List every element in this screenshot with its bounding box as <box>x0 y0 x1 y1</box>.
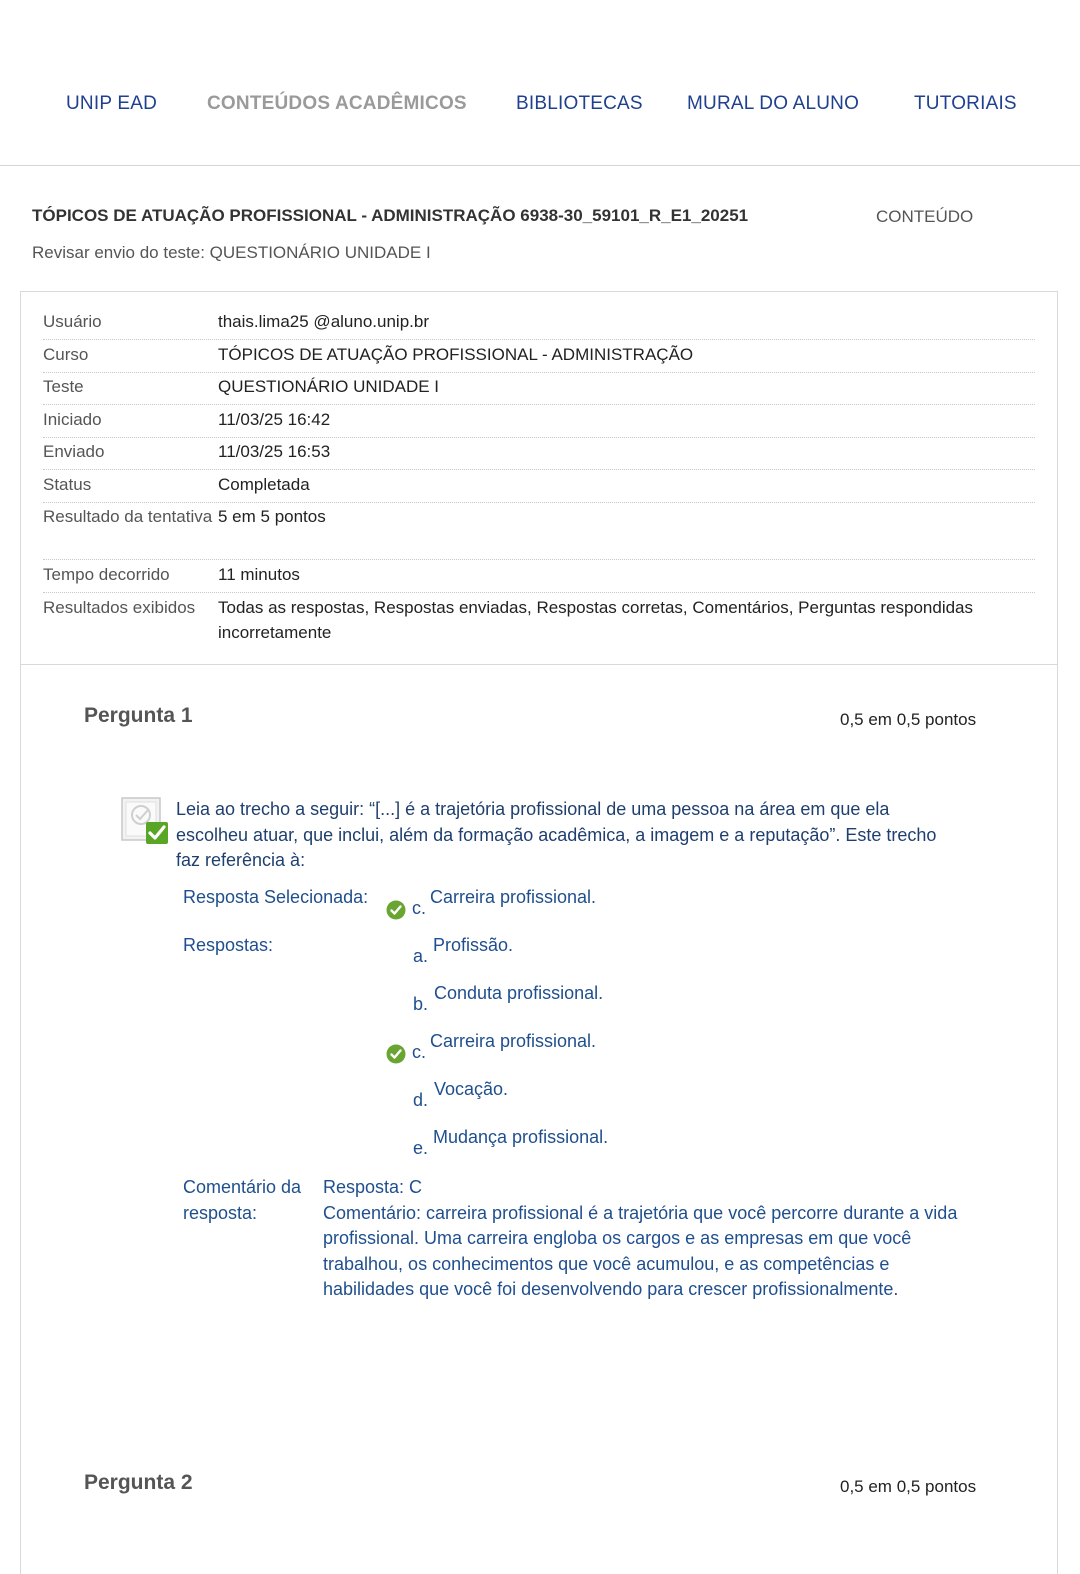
nav-conteudos-academicos[interactable]: CONTEÚDOS ACADÊMICOS <box>207 93 467 114</box>
option-c-letter: c. <box>412 1042 427 1062</box>
info-row-resultados-exibidos <box>43 595 1035 650</box>
comment-explanation: Comentário: carreira profissional é a trajetória que você percorre durante a vida profissional. Uma carreira engloba os cargos e as empresas em que você trabalhou, os conhecimentos que você acumulou, e as competências e habilidades que você foi desenvolvendo para crescer profissionalmente. <box>323 1202 958 1299</box>
info-value: 11/03/25 16:42 <box>218 410 331 429</box>
option-d-text: Vocação. <box>434 1079 509 1099</box>
question-2-points: 0,5 em 0,5 pontos <box>840 1477 977 1496</box>
question-2-title: Pergunta 2 <box>84 1471 193 1494</box>
answers-label: Respostas: <box>183 935 274 955</box>
page-subtitle: Revisar envio do teste: QUESTIONÁRIO UNIDADE I <box>32 243 431 262</box>
info-row-teste <box>43 374 1035 405</box>
selected-answer-letter: c. <box>412 898 427 918</box>
question-1-text: Leia ao trecho a seguir: “[...] é a trajetória profissional de uma pessoa na área em que ela escolheu atuar, que inclui, além da formação acadêmica, a imagem e a reputação”. Este trecho faz referência à: <box>176 799 937 870</box>
nav-tutoriais[interactable]: TUTORIAIS <box>914 93 1017 114</box>
option-c-text: Carreira profissional. <box>430 1031 597 1051</box>
info-label: Resultados exibidos <box>43 598 196 617</box>
info-value: QUESTIONÁRIO UNIDADE I <box>218 377 440 396</box>
info-value: 11/03/25 16:53 <box>218 442 331 461</box>
info-label: Resultado da tentativa <box>43 507 213 526</box>
info-value: Completada <box>218 475 310 494</box>
attempt-info-table <box>20 291 1058 665</box>
content-link[interactable]: CONTEÚDO <box>876 207 974 226</box>
option-e-text: Mudança profissional. <box>433 1127 609 1147</box>
info-value: 5 em 5 pontos <box>218 507 326 526</box>
info-row-iniciado <box>43 407 1035 438</box>
question-1-points: 0,5 em 0,5 pontos <box>840 710 977 729</box>
info-value: TÓPICOS DE ATUAÇÃO PROFISSIONAL - ADMINISTRAÇÃO <box>218 345 694 364</box>
info-label: Iniciado <box>43 410 102 429</box>
info-label: Tempo decorrido <box>43 565 170 584</box>
info-row-tempo <box>43 562 1035 593</box>
info-value: Todas as respostas, Respostas enviadas, Respostas corretas, Comentários, Perguntas respondidas incorretamente <box>218 598 974 642</box>
info-label: Status <box>43 475 92 494</box>
check-icon <box>386 1044 406 1064</box>
info-label: Usuário <box>43 312 102 331</box>
option-b-letter: b. <box>413 994 429 1014</box>
info-label: Curso <box>43 345 89 364</box>
info-row-curso <box>43 342 1035 373</box>
info-label: Enviado <box>43 442 105 461</box>
course-title[interactable]: TÓPICOS DE ATUAÇÃO PROFISSIONAL - ADMINISTRAÇÃO 6938-30_59101_R_E1_20251 <box>32 206 749 225</box>
option-d-letter: d. <box>413 1090 429 1110</box>
nav-mural-do-aluno[interactable]: MURAL DO ALUNO <box>687 93 860 114</box>
answer-comment-label: Comentário da resposta: <box>183 1177 302 1223</box>
nav-unip-ead[interactable]: UNIP EAD <box>66 93 157 114</box>
info-label: Teste <box>43 377 84 396</box>
option-b-text: Conduta profissional. <box>434 983 604 1003</box>
selected-answer-text: Carreira profissional. <box>430 887 597 907</box>
correct-answer-icon <box>120 796 172 846</box>
question-1-title: Pergunta 1 <box>84 704 193 727</box>
option-a-letter: a. <box>413 946 429 966</box>
info-value: 11 minutos <box>218 565 300 584</box>
selected-answer-label: Resposta Selecionada: <box>183 887 369 907</box>
option-e-letter: e. <box>413 1138 429 1158</box>
info-row-enviado <box>43 439 1035 470</box>
top-navigation <box>0 0 1080 166</box>
comment-answer-line: Resposta: C <box>323 1177 423 1197</box>
answer-comment <box>323 1175 963 1303</box>
info-value: thais.lima25 @aluno.unip.br <box>218 312 429 331</box>
info-row-resultado <box>43 504 1035 560</box>
check-icon <box>386 900 406 920</box>
nav-bibliotecas[interactable]: BIBLIOTECAS <box>516 93 643 114</box>
info-row-status <box>43 472 1035 503</box>
info-row-usuario <box>43 309 1035 340</box>
option-a-text: Profissão. <box>433 935 514 955</box>
